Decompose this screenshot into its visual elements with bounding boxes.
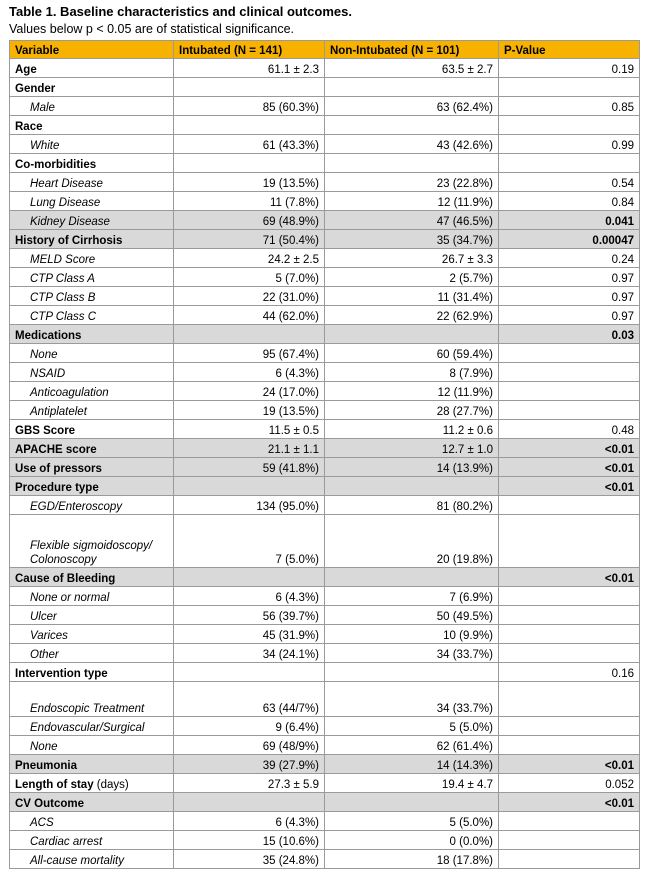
intubated-cell: 22 (31.0%) [174, 287, 325, 306]
non-intubated-cell: 34 (33.7%) [325, 644, 499, 663]
variable-cell: Pneumonia [10, 755, 174, 774]
variable-cell: None [10, 736, 174, 755]
non-intubated-cell: 19.4 ± 4.7 [325, 774, 499, 793]
intubated-cell: 11.5 ± 0.5 [174, 420, 325, 439]
intubated-cell: 69 (48.9%) [174, 211, 325, 230]
table-row [10, 135, 640, 154]
non-intubated-cell [325, 793, 499, 812]
intubated-cell: 71 (50.4%) [174, 230, 325, 249]
non-intubated-cell: 60 (59.4%) [325, 344, 499, 363]
variable-cell: MELD Score [10, 249, 174, 268]
p-value-cell: 0.16 [499, 663, 640, 682]
p-value-cell [499, 515, 640, 568]
non-intubated-cell: 0 (0.0%) [325, 831, 499, 850]
intubated-cell: 24.2 ± 2.5 [174, 249, 325, 268]
intubated-cell [174, 663, 325, 682]
variable-cell: Procedure type [10, 477, 174, 496]
variable-cell: Heart Disease [10, 173, 174, 192]
non-intubated-cell [325, 154, 499, 173]
variable-cell: Endovascular/Surgical [10, 717, 174, 736]
p-value-cell: 0.97 [499, 306, 640, 325]
table-row [10, 173, 640, 192]
table-row [10, 717, 640, 736]
table-row [10, 287, 640, 306]
table-row [10, 382, 640, 401]
p-value-cell: 0.03 [499, 325, 640, 344]
p-value-cell [499, 850, 640, 869]
p-value-cell: <0.01 [499, 477, 640, 496]
intubated-cell: 34 (24.1%) [174, 644, 325, 663]
intubated-cell: 69 (48/9%) [174, 736, 325, 755]
intubated-cell: 7 (5.0%) [174, 515, 325, 568]
intubated-cell: 19 (13.5%) [174, 401, 325, 420]
intubated-cell: 56 (39.7%) [174, 606, 325, 625]
table-row [10, 192, 640, 211]
table-row [10, 568, 640, 587]
p-value-cell [499, 78, 640, 97]
p-value-cell [499, 154, 640, 173]
p-value-cell: 0.84 [499, 192, 640, 211]
variable-cell: Medications [10, 325, 174, 344]
non-intubated-cell: 47 (46.5%) [325, 211, 499, 230]
intubated-cell: 44 (62.0%) [174, 306, 325, 325]
p-value-cell [499, 382, 640, 401]
table-row [10, 755, 640, 774]
intubated-cell: 39 (27.9%) [174, 755, 325, 774]
p-value-cell: 0.85 [499, 97, 640, 116]
intubated-cell: 61.1 ± 2.3 [174, 59, 325, 78]
intubated-cell: 6 (4.3%) [174, 363, 325, 382]
table-row [10, 154, 640, 173]
non-intubated-cell: 28 (27.7%) [325, 401, 499, 420]
table-row [10, 496, 640, 515]
variable-cell: History of Cirrhosis [10, 230, 174, 249]
intubated-cell: 6 (4.3%) [174, 587, 325, 606]
variable-cell: Cause of Bleeding [10, 568, 174, 587]
p-value-cell [499, 606, 640, 625]
p-value-cell [499, 496, 640, 515]
p-value-cell [499, 116, 640, 135]
variable-cell: None or normal [10, 587, 174, 606]
intubated-cell [174, 477, 325, 496]
variable-cell: NSAID [10, 363, 174, 382]
non-intubated-cell: 10 (9.9%) [325, 625, 499, 644]
table-row [10, 344, 640, 363]
p-value-cell [499, 812, 640, 831]
table-row [10, 793, 640, 812]
table-row [10, 774, 640, 793]
non-intubated-cell: 14 (13.9%) [325, 458, 499, 477]
non-intubated-cell: 63.5 ± 2.7 [325, 59, 499, 78]
variable-cell: All-cause mortality [10, 850, 174, 869]
table-row [10, 682, 640, 717]
variable-cell: ACS [10, 812, 174, 831]
intubated-cell [174, 154, 325, 173]
intubated-cell: 61 (43.3%) [174, 135, 325, 154]
table-row [10, 420, 640, 439]
intubated-cell: 59 (41.8%) [174, 458, 325, 477]
non-intubated-cell: 11 (31.4%) [325, 287, 499, 306]
variable-cell: CTP Class C [10, 306, 174, 325]
p-value-cell: 0.24 [499, 249, 640, 268]
variable-cell: CV Outcome [10, 793, 174, 812]
table-row [10, 249, 640, 268]
variable-label: Length of stay [15, 779, 94, 791]
p-value-cell [499, 587, 640, 606]
non-intubated-cell [325, 663, 499, 682]
table-row [10, 325, 640, 344]
p-value-cell: 0.97 [499, 287, 640, 306]
variable-cell: Cardiac arrest [10, 831, 174, 850]
variable-cell: White [10, 135, 174, 154]
variable-cell: Gender [10, 78, 174, 97]
non-intubated-cell: 20 (19.8%) [325, 515, 499, 568]
p-value-cell: 0.052 [499, 774, 640, 793]
intubated-cell: 85 (60.3%) [174, 97, 325, 116]
non-intubated-cell: 63 (62.4%) [325, 97, 499, 116]
table-row [10, 644, 640, 663]
table-row [10, 230, 640, 249]
variable-cell: Ulcer [10, 606, 174, 625]
column-header-variable: Variable [10, 41, 174, 59]
non-intubated-cell [325, 116, 499, 135]
table-row [10, 211, 640, 230]
intubated-cell: 134 (95.0%) [174, 496, 325, 515]
intubated-cell: 95 (67.4%) [174, 344, 325, 363]
non-intubated-cell: 8 (7.9%) [325, 363, 499, 382]
table-row [10, 831, 640, 850]
baseline-characteristics-table [9, 40, 640, 869]
variable-cell: Other [10, 644, 174, 663]
table-row [10, 736, 640, 755]
p-value-cell: 0.54 [499, 173, 640, 192]
intubated-cell [174, 793, 325, 812]
intubated-cell: 24 (17.0%) [174, 382, 325, 401]
non-intubated-cell [325, 78, 499, 97]
p-value-cell [499, 344, 640, 363]
p-value-cell [499, 831, 640, 850]
intubated-cell: 6 (4.3%) [174, 812, 325, 831]
p-value-cell: 0.97 [499, 268, 640, 287]
intubated-cell [174, 78, 325, 97]
table-row [10, 515, 640, 568]
intubated-cell [174, 325, 325, 344]
non-intubated-cell [325, 568, 499, 587]
p-value-cell [499, 363, 640, 382]
intubated-cell: 9 (6.4%) [174, 717, 325, 736]
table-row [10, 116, 640, 135]
p-value-cell [499, 644, 640, 663]
intubated-cell: 15 (10.6%) [174, 831, 325, 850]
non-intubated-cell: 50 (49.5%) [325, 606, 499, 625]
table-row [10, 606, 640, 625]
non-intubated-cell: 18 (17.8%) [325, 850, 499, 869]
non-intubated-cell: 12 (11.9%) [325, 382, 499, 401]
p-value-cell: 0.041 [499, 211, 640, 230]
intubated-cell: 45 (31.9%) [174, 625, 325, 644]
p-value-cell: 0.00047 [499, 230, 640, 249]
p-value-cell: <0.01 [499, 439, 640, 458]
variable-cell: None [10, 344, 174, 363]
non-intubated-cell: 22 (62.9%) [325, 306, 499, 325]
variable-cell: Flexible sigmoidoscopy/ Colonoscopy [10, 515, 174, 568]
table-row [10, 363, 640, 382]
table-title: Table 1. Baseline characteristics and clinical outcomes. [9, 4, 352, 19]
non-intubated-cell: 11.2 ± 0.6 [325, 420, 499, 439]
table-row [10, 78, 640, 97]
intubated-cell: 63 (44/7%) [174, 682, 325, 717]
non-intubated-cell: 12 (11.9%) [325, 192, 499, 211]
table-row [10, 268, 640, 287]
p-value-cell [499, 736, 640, 755]
intubated-cell: 21.1 ± 1.1 [174, 439, 325, 458]
non-intubated-cell: 2 (5.7%) [325, 268, 499, 287]
variable-cell: Endoscopic Treatment [10, 682, 174, 717]
non-intubated-cell [325, 325, 499, 344]
column-header-p-value: P-Value [499, 41, 640, 59]
variable-cell: Co-morbidities [10, 154, 174, 173]
p-value-cell: 0.19 [499, 59, 640, 78]
table-row [10, 458, 640, 477]
table-row [10, 439, 640, 458]
variable-cell: APACHE score [10, 439, 174, 458]
non-intubated-cell: 5 (5.0%) [325, 812, 499, 831]
table-row [10, 401, 640, 420]
p-value-cell: <0.01 [499, 458, 640, 477]
intubated-cell [174, 116, 325, 135]
p-value-cell: 0.99 [499, 135, 640, 154]
table-row [10, 59, 640, 78]
non-intubated-cell: 7 (6.9%) [325, 587, 499, 606]
non-intubated-cell [325, 477, 499, 496]
variable-cell: Male [10, 97, 174, 116]
table-row [10, 625, 640, 644]
intubated-cell: 5 (7.0%) [174, 268, 325, 287]
non-intubated-cell: 12.7 ± 1.0 [325, 439, 499, 458]
intubated-cell: 35 (24.8%) [174, 850, 325, 869]
p-value-cell [499, 401, 640, 420]
non-intubated-cell: 43 (42.6%) [325, 135, 499, 154]
p-value-cell: <0.01 [499, 568, 640, 587]
table-row [10, 477, 640, 496]
p-value-cell [499, 682, 640, 717]
non-intubated-cell: 5 (5.0%) [325, 717, 499, 736]
table-row [10, 812, 640, 831]
variable-cell: EGD/Enteroscopy [10, 496, 174, 515]
column-header-intubated: Intubated (N = 141) [174, 41, 325, 59]
non-intubated-cell: 23 (22.8%) [325, 173, 499, 192]
non-intubated-cell: 14 (14.3%) [325, 755, 499, 774]
p-value-cell: <0.01 [499, 793, 640, 812]
variable-cell [10, 774, 174, 793]
table-row [10, 587, 640, 606]
p-value-cell: 0.48 [499, 420, 640, 439]
intubated-cell: 11 (7.8%) [174, 192, 325, 211]
variable-cell: Race [10, 116, 174, 135]
table-header-row [10, 41, 640, 59]
table-row [10, 97, 640, 116]
variable-cell: Anticoagulation [10, 382, 174, 401]
p-value-cell [499, 625, 640, 644]
non-intubated-cell: 35 (34.7%) [325, 230, 499, 249]
p-value-cell [499, 717, 640, 736]
variable-cell: Age [10, 59, 174, 78]
non-intubated-cell: 62 (61.4%) [325, 736, 499, 755]
variable-cell: Antiplatelet [10, 401, 174, 420]
variable-cell: CTP Class A [10, 268, 174, 287]
variable-cell: CTP Class B [10, 287, 174, 306]
non-intubated-cell: 81 (80.2%) [325, 496, 499, 515]
p-value-cell: <0.01 [499, 755, 640, 774]
table-row [10, 663, 640, 682]
variable-cell: Varices [10, 625, 174, 644]
variable-cell: GBS Score [10, 420, 174, 439]
non-intubated-cell: 34 (33.7%) [325, 682, 499, 717]
table-row [10, 306, 640, 325]
variable-cell: Kidney Disease [10, 211, 174, 230]
table-subtitle: Values below p < 0.05 are of statistical significance. [9, 22, 294, 36]
unit-label: (days) [96, 779, 129, 791]
intubated-cell [174, 568, 325, 587]
non-intubated-cell: 26.7 ± 3.3 [325, 249, 499, 268]
intubated-cell: 27.3 ± 5.9 [174, 774, 325, 793]
intubated-cell: 19 (13.5%) [174, 173, 325, 192]
variable-cell: Use of pressors [10, 458, 174, 477]
variable-cell: Intervention type [10, 663, 174, 682]
variable-cell: Lung Disease [10, 192, 174, 211]
table-row [10, 850, 640, 869]
column-header-non-intubated: Non-Intubated (N = 101) [325, 41, 499, 59]
